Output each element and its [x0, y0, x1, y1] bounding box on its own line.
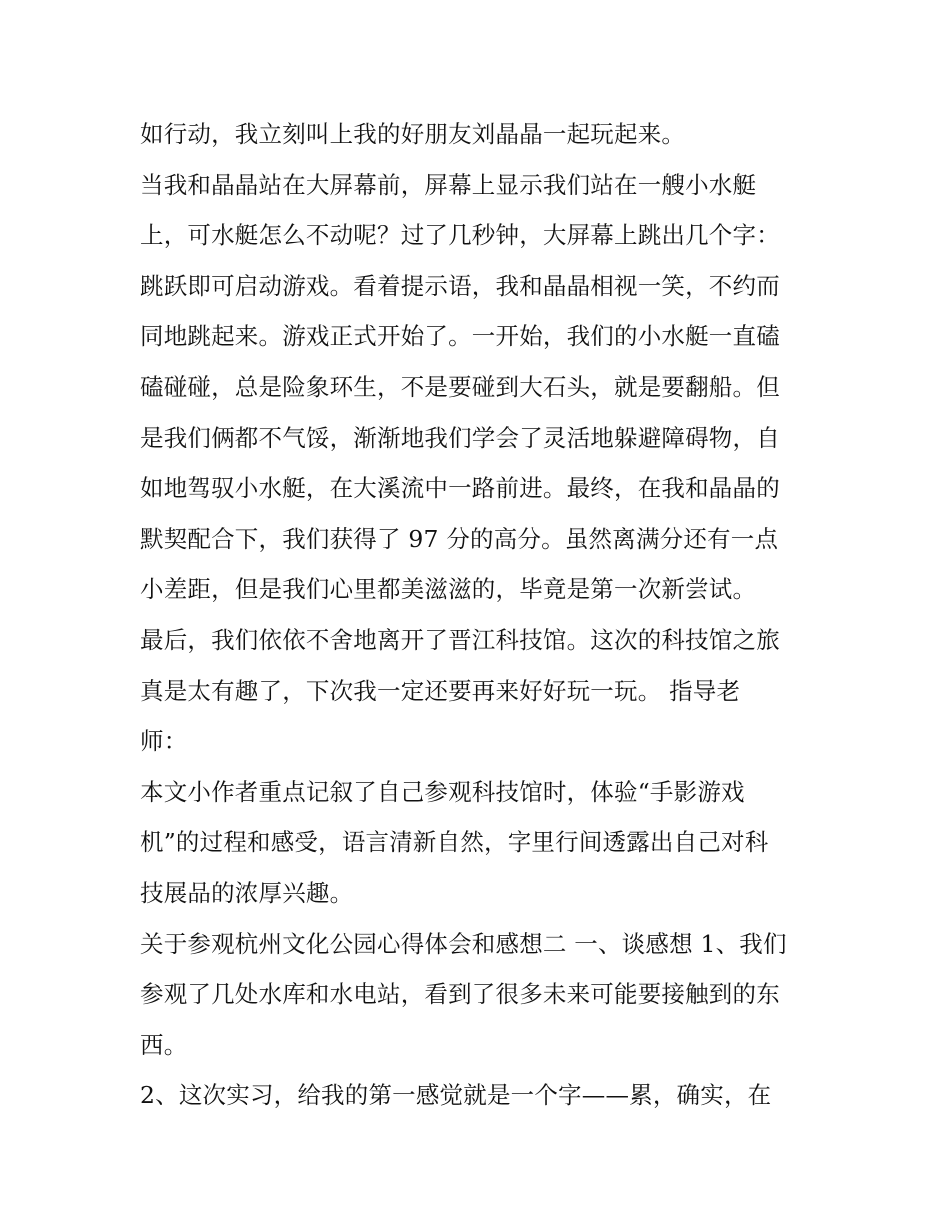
text-line: 默契配合下，我们获得了 97 分的高分。虽然离满分还有一点 [140, 524, 779, 553]
text-line: 同地跳起来。游戏正式开始了。一开始，我们的小水艇一直磕 [140, 322, 780, 351]
text-line: 最后，我们依依不舍地离开了晋江科技馆。这次的科技馆之旅 [140, 625, 780, 654]
text-line: 跳跃即可启动游戏。看着提示语，我和晶晶相视一笑，不约而 [140, 271, 780, 300]
text-line: 2、这次实习，给我的第一感觉就是一个字——累，确实，在 [140, 1081, 772, 1110]
text-line: 师： [140, 727, 188, 756]
text-line: 上，可水艇怎么不动呢？过了几秒钟，大屏幕上跳出几个字： [140, 221, 780, 250]
text-line: 本文小作者重点记叙了自己参观科技馆时，体验“手影游戏 [140, 777, 745, 806]
text-line: 技展品的浓厚兴趣。 [140, 878, 354, 907]
text-line: 当我和晶晶站在大屏幕前，屏幕上显示我们站在一艘小水艇 [140, 170, 757, 199]
text-line: 西。 [140, 1030, 188, 1059]
text-line: 真是太有趣了，下次我一定还要再来好好玩一玩。 指导老 [140, 676, 741, 705]
document-body [140, 109, 820, 1121]
text-line: 关于参观杭州文化公园心得体会和感想二 一、谈感想 1、我们 [140, 929, 787, 958]
text-line: 如地驾驭小水艇，在大溪流中一路前进。最终，在我和晶晶的 [140, 474, 780, 503]
text-line: 机”的过程和感受，语言清新自然，字里行间透露出自己对科 [140, 828, 769, 857]
text-line: 参观了几处水库和水电站，看到了很多未来可能要接触到的东 [140, 980, 780, 1009]
text-line: 磕碰碰，总是险象环生，不是要碰到大石头，就是要翻船。但 [140, 372, 780, 401]
text-line: 是我们俩都不气馁，渐渐地我们学会了灵活地躲避障碍物，自 [140, 423, 780, 452]
text-line: 如行动，我立刻叫上我的好朋友刘晶晶一起玩起来。 [140, 120, 686, 148]
text-line: 小差距，但是我们心里都美滋滋的，毕竟是第一次新尝试。 [140, 575, 757, 604]
